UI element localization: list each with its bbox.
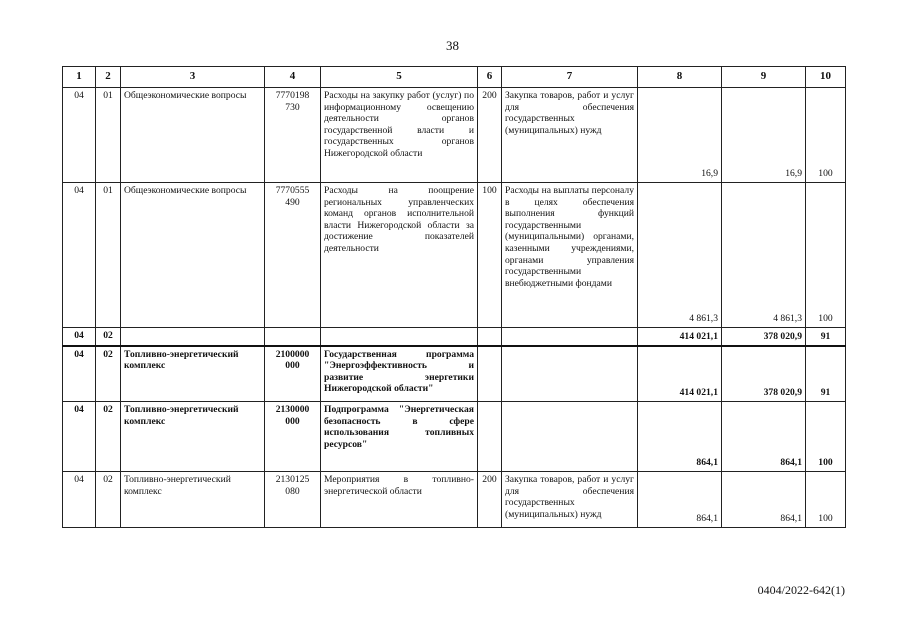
header-col-7: 7 bbox=[502, 67, 638, 88]
cell-target-code: 2130000 000 bbox=[265, 402, 321, 472]
cell-target-code bbox=[265, 328, 321, 346]
cell-target-name: Расходы на поощрение региональных управленческих команд органов исполнительной власти Нижегородской области за достижение показателей деятельности bbox=[321, 183, 478, 328]
cell-name: Топливно-энергетический комплекс bbox=[121, 472, 265, 528]
cell-percent: 100 bbox=[806, 402, 846, 472]
cell-target-name: Подпрограмма "Энергетическая безопасность в сфере использования топливных ресурсов" bbox=[321, 402, 478, 472]
cell-actual: 16,9 bbox=[722, 88, 806, 183]
cell-target-name: Государственная программа "Энергоэффективность и развитие энергетики Нижегородской области" bbox=[321, 346, 478, 402]
cell-section: 04 bbox=[63, 346, 96, 402]
header-col-2: 2 bbox=[96, 67, 121, 88]
table-header-row bbox=[63, 67, 846, 88]
cell-plan: 414 021,1 bbox=[638, 346, 722, 402]
header-col-8: 8 bbox=[638, 67, 722, 88]
cell-percent: 91 bbox=[806, 346, 846, 402]
cell-plan: 414 021,1 bbox=[638, 328, 722, 346]
cell-percent: 100 bbox=[806, 183, 846, 328]
cell-actual: 378 020,9 bbox=[722, 346, 806, 402]
table-row bbox=[63, 402, 846, 472]
header-col-6: 6 bbox=[478, 67, 502, 88]
cell-target-name: Мероприятия в топливно-энергетической области bbox=[321, 472, 478, 528]
cell-actual: 864,1 bbox=[722, 472, 806, 528]
cell-target-code: 2130125 080 bbox=[265, 472, 321, 528]
cell-expense-name: Расходы на выплаты персоналу в целях обеспечения выполнения функций государственными (муниципальными) органами, казенными учреждениями, органами управления государственными внебюджетными фондами bbox=[502, 183, 638, 328]
table-row bbox=[63, 183, 846, 328]
cell-target-code: 7770198 730 bbox=[265, 88, 321, 183]
cell-section: 04 bbox=[63, 402, 96, 472]
cell-expense-name bbox=[502, 402, 638, 472]
cell-expense-type bbox=[478, 402, 502, 472]
cell-name: Топливно-энергетический комплекс bbox=[121, 346, 265, 402]
cell-target-name: Расходы на закупку работ (услуг) по информационному освещению деятельности органов государственной власти и государственных органов Нижегородской области bbox=[321, 88, 478, 183]
cell-actual: 864,1 bbox=[722, 402, 806, 472]
cell-plan: 864,1 bbox=[638, 472, 722, 528]
cell-percent: 100 bbox=[806, 88, 846, 183]
cell-section: 04 bbox=[63, 183, 96, 328]
page-number: 38 bbox=[446, 38, 459, 53]
header-col-4: 4 bbox=[265, 67, 321, 88]
cell-name: Общеэкономические вопросы bbox=[121, 183, 265, 328]
cell-subsection: 01 bbox=[96, 183, 121, 328]
cell-plan: 16,9 bbox=[638, 88, 722, 183]
cell-name: Топливно-энергетический комплекс bbox=[121, 402, 265, 472]
cell-expense-type: 100 bbox=[478, 183, 502, 328]
cell-expense-name: Закупка товаров, работ и услуг для обеспечения государственных (муниципальных) нужд bbox=[502, 472, 638, 528]
document-code: 0404/2022-642(1) bbox=[757, 583, 845, 597]
header-col-3: 3 bbox=[121, 67, 265, 88]
header-col-9: 9 bbox=[722, 67, 806, 88]
cell-actual: 378 020,9 bbox=[722, 328, 806, 346]
table-row bbox=[63, 346, 846, 402]
cell-percent: 100 bbox=[806, 472, 846, 528]
cell-section: 04 bbox=[63, 472, 96, 528]
cell-section: 04 bbox=[63, 88, 96, 183]
cell-target-name bbox=[321, 328, 478, 346]
cell-expense-name: Закупка товаров, работ и услуг для обеспечения государственных (муниципальных) нужд bbox=[502, 88, 638, 183]
table-row bbox=[63, 472, 846, 528]
cell-expense-type: 200 bbox=[478, 472, 502, 528]
cell-expense-name bbox=[502, 346, 638, 402]
table-row bbox=[63, 88, 846, 183]
header-col-5: 5 bbox=[321, 67, 478, 88]
cell-expense-name bbox=[502, 328, 638, 346]
table-row bbox=[63, 328, 846, 346]
cell-target-code: 2100000 000 bbox=[265, 346, 321, 402]
cell-plan: 864,1 bbox=[638, 402, 722, 472]
cell-subsection: 02 bbox=[96, 328, 121, 346]
budget-table bbox=[62, 66, 846, 528]
cell-subsection: 02 bbox=[96, 472, 121, 528]
cell-plan: 4 861,3 bbox=[638, 183, 722, 328]
header-col-1: 1 bbox=[63, 67, 96, 88]
cell-target-code: 7770555 490 bbox=[265, 183, 321, 328]
cell-expense-type bbox=[478, 328, 502, 346]
cell-subsection: 02 bbox=[96, 346, 121, 402]
cell-name bbox=[121, 328, 265, 346]
header-col-10: 10 bbox=[806, 67, 846, 88]
cell-expense-type bbox=[478, 346, 502, 402]
cell-subsection: 01 bbox=[96, 88, 121, 183]
cell-percent: 91 bbox=[806, 328, 846, 346]
cell-name: Общеэкономические вопросы bbox=[121, 88, 265, 183]
cell-actual: 4 861,3 bbox=[722, 183, 806, 328]
cell-section: 04 bbox=[63, 328, 96, 346]
cell-expense-type: 200 bbox=[478, 88, 502, 183]
cell-subsection: 02 bbox=[96, 402, 121, 472]
